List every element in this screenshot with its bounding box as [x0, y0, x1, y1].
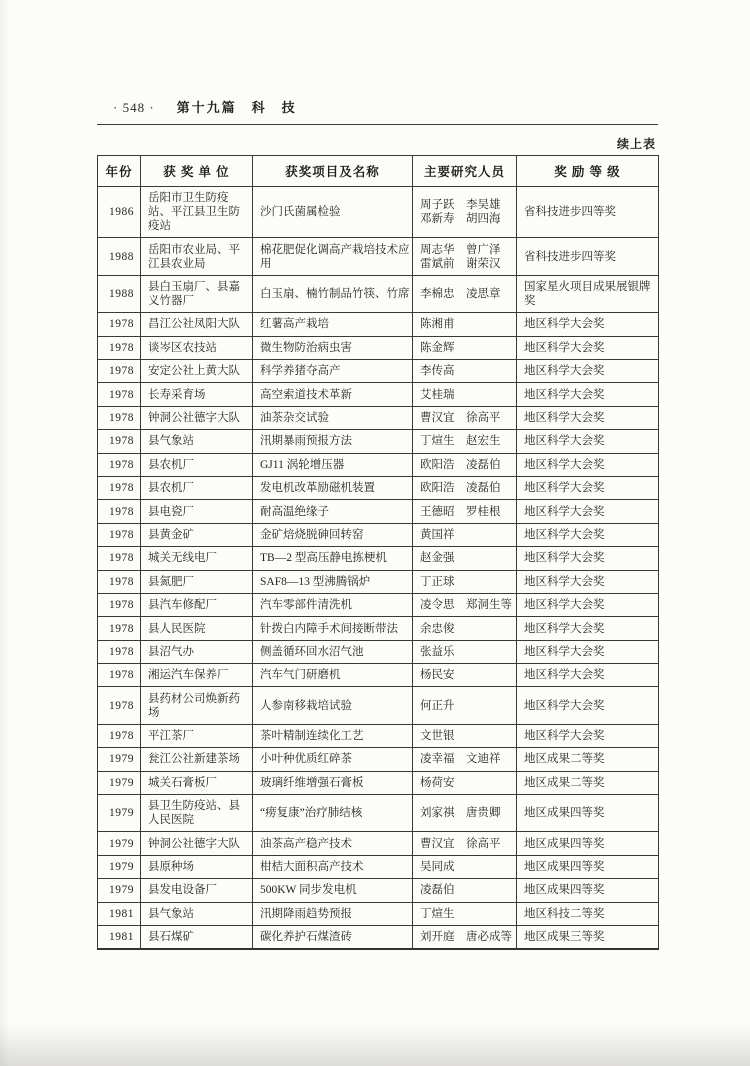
- researchers-cell: 曹汉宜 徐高平: [413, 832, 517, 855]
- unit-cell: 岳阳市农业局、平江县农业局: [141, 238, 253, 275]
- year-cell: 1978: [98, 593, 141, 616]
- year-cell: 1986: [98, 187, 141, 238]
- unit-cell: 昌江公社凤阳大队: [141, 313, 253, 336]
- year-cell: 1978: [98, 570, 141, 593]
- project-cell: 汽车气门研磨机: [253, 664, 413, 687]
- unit-cell: 安定公社上黄大队: [141, 360, 253, 383]
- year-cell: 1979: [98, 879, 141, 902]
- award-level-cell: 地区成果二等奖: [517, 771, 659, 794]
- section-title: 第十九篇 科 技: [176, 100, 297, 115]
- year-cell: 1988: [98, 275, 141, 312]
- table-row: [98, 832, 659, 855]
- award-level-cell: 省科技进步四等奖: [517, 238, 659, 275]
- scan-shadow-bottom: [0, 1024, 750, 1066]
- project-cell: 发电机改革励磁机装置: [253, 476, 413, 499]
- year-cell: 1981: [98, 926, 141, 950]
- award-level-cell: 地区科学大会奖: [517, 664, 659, 687]
- year-cell: 1979: [98, 855, 141, 878]
- year-cell: 1979: [98, 771, 141, 794]
- project-cell: 红薯高产栽培: [253, 313, 413, 336]
- year-cell: 1978: [98, 664, 141, 687]
- page-content: [97, 97, 658, 950]
- researchers-cell: 周志华 曾广泽 雷斌前 谢荣汉: [413, 238, 517, 275]
- table-row: [98, 664, 659, 687]
- table-row: [98, 547, 659, 570]
- table-row: [98, 275, 659, 312]
- award-level-cell: 地区科学大会奖: [517, 547, 659, 570]
- researchers-cell: 赵金强: [413, 547, 517, 570]
- table-row: [98, 879, 659, 902]
- col-header-year: 年份: [98, 156, 141, 187]
- table-row: [98, 187, 659, 238]
- unit-cell: 县黄金矿: [141, 523, 253, 546]
- award-level-cell: 地区科学大会奖: [517, 406, 659, 429]
- researchers-cell: 周子跃 李吴雄 邓新寿 胡四海: [413, 187, 517, 238]
- unit-cell: 县汽车修配厂: [141, 593, 253, 616]
- header-rule: [97, 124, 658, 125]
- award-level-cell: 地区成果四等奖: [517, 795, 659, 832]
- unit-cell: 县石煤矿: [141, 926, 253, 950]
- year-cell: 1978: [98, 687, 141, 724]
- unit-cell: 城关石膏板厂: [141, 771, 253, 794]
- award-level-cell: 地区科学大会奖: [517, 313, 659, 336]
- researchers-cell: 欧阳浩 凌磊伯: [413, 476, 517, 499]
- year-cell: 1978: [98, 617, 141, 640]
- award-level-cell: 地区科学大会奖: [517, 617, 659, 640]
- researchers-cell: 陈湘甫: [413, 313, 517, 336]
- page-header: [97, 97, 658, 116]
- unit-cell: 县人民医院: [141, 617, 253, 640]
- unit-cell: 县白玉扇厂、县嘉义竹器厂: [141, 275, 253, 312]
- researchers-cell: 李棉忠 凌思章: [413, 275, 517, 312]
- project-cell: 棉花肥促化调高产栽培技术应用: [253, 238, 413, 275]
- unit-cell: 县气象站: [141, 902, 253, 925]
- table-row: [98, 500, 659, 523]
- project-cell: 小叶种优质红碎茶: [253, 748, 413, 771]
- table-row: [98, 336, 659, 359]
- project-cell: 科学养猪夺高产: [253, 360, 413, 383]
- year-cell: 1988: [98, 238, 141, 275]
- unit-cell: 钟洞公社德字大队: [141, 832, 253, 855]
- researchers-cell: 刘开庭 唐必成等: [413, 926, 517, 950]
- researchers-cell: 黄国祥: [413, 523, 517, 546]
- researchers-cell: 欧阳浩 凌磊伯: [413, 453, 517, 476]
- award-level-cell: 地区科学大会奖: [517, 570, 659, 593]
- year-cell: 1978: [98, 523, 141, 546]
- award-level-cell: 地区科学大会奖: [517, 453, 659, 476]
- unit-cell: 县沼气办: [141, 640, 253, 663]
- researchers-cell: 凌磊伯: [413, 879, 517, 902]
- project-cell: 高空索道技术革新: [253, 383, 413, 406]
- award-level-cell: 地区科学大会奖: [517, 500, 659, 523]
- researchers-cell: 凌令思 郑洞生等: [413, 593, 517, 616]
- unit-cell: 县发电设备厂: [141, 879, 253, 902]
- project-cell: 金矿焙烧脱砷回转窑: [253, 523, 413, 546]
- year-cell: 1978: [98, 430, 141, 453]
- year-cell: 1979: [98, 795, 141, 832]
- year-cell: 1979: [98, 832, 141, 855]
- year-cell: 1978: [98, 336, 141, 359]
- table-row: [98, 855, 659, 878]
- unit-cell: 县气象站: [141, 430, 253, 453]
- award-level-cell: 地区成果二等奖: [517, 748, 659, 771]
- table-row: [98, 771, 659, 794]
- award-level-cell: 地区科学大会奖: [517, 687, 659, 724]
- unit-cell: 瓮江公社新建茶场: [141, 748, 253, 771]
- table-row: [98, 406, 659, 429]
- project-cell: 白玉扇、楠竹制品竹筷、竹席: [253, 275, 413, 312]
- table-row: [98, 313, 659, 336]
- award-level-cell: 省科技进步四等奖: [517, 187, 659, 238]
- researchers-cell: 杨荷安: [413, 771, 517, 794]
- project-cell: SAF8—13 型沸腾锅炉: [253, 570, 413, 593]
- year-cell: 1981: [98, 902, 141, 925]
- researchers-cell: 杨民安: [413, 664, 517, 687]
- researchers-cell: 余忠俊: [413, 617, 517, 640]
- year-cell: 1978: [98, 406, 141, 429]
- project-cell: 油茶高产稳产技术: [253, 832, 413, 855]
- award-level-cell: 地区成果四等奖: [517, 832, 659, 855]
- award-level-cell: 地区科学大会奖: [517, 336, 659, 359]
- col-header-unit: 获 奖 单 位: [141, 156, 253, 187]
- table-row: [98, 238, 659, 275]
- table-row: [98, 687, 659, 724]
- table-row: [98, 383, 659, 406]
- researchers-cell: 李传高: [413, 360, 517, 383]
- project-cell: “痨复康”治疗肺结核: [253, 795, 413, 832]
- award-level-cell: 地区科学大会奖: [517, 593, 659, 616]
- project-cell: 汛期暴雨预报方法: [253, 430, 413, 453]
- award-level-cell: 地区成果四等奖: [517, 855, 659, 878]
- table-row: [98, 640, 659, 663]
- year-cell: 1978: [98, 476, 141, 499]
- unit-cell: 平江茶厂: [141, 724, 253, 747]
- project-cell: 油茶杂交试验: [253, 406, 413, 429]
- award-level-cell: 地区科学大会奖: [517, 640, 659, 663]
- year-cell: 1978: [98, 453, 141, 476]
- researchers-cell: 陈金辉: [413, 336, 517, 359]
- award-level-cell: 地区科学大会奖: [517, 383, 659, 406]
- table-continuation-note: 续上表: [616, 137, 656, 151]
- project-cell: 沙门氏菌属检验: [253, 187, 413, 238]
- project-cell: 碳化养护石煤渣砖: [253, 926, 413, 950]
- table-row: [98, 617, 659, 640]
- awards-table-head: [98, 156, 659, 187]
- page-number: · 548 ·: [113, 100, 155, 115]
- table-row: [98, 902, 659, 925]
- researchers-cell: 文世银: [413, 724, 517, 747]
- researchers-cell: 吴同成: [413, 855, 517, 878]
- award-level-cell: 地区成果四等奖: [517, 879, 659, 902]
- awards-table: [97, 155, 659, 950]
- award-level-cell: 地区科学大会奖: [517, 523, 659, 546]
- researchers-cell: 艾桂瑞: [413, 383, 517, 406]
- year-cell: 1978: [98, 724, 141, 747]
- table-row: [98, 748, 659, 771]
- project-cell: TB—2 型高压静电拣梗机: [253, 547, 413, 570]
- unit-cell: 谈岑区农技站: [141, 336, 253, 359]
- researchers-cell: 丁煊生 赵宏生: [413, 430, 517, 453]
- project-cell: 茶叶精制连续化工艺: [253, 724, 413, 747]
- award-level-cell: 地区科学大会奖: [517, 360, 659, 383]
- col-header-award-level: 奖 励 等 级: [517, 156, 659, 187]
- year-cell: 1978: [98, 383, 141, 406]
- unit-cell: 县农机厂: [141, 453, 253, 476]
- table-row: [98, 476, 659, 499]
- award-level-cell: 国家星火项目成果展银牌奖: [517, 275, 659, 312]
- table-row: [98, 570, 659, 593]
- project-cell: 侧盖循环回水沼气池: [253, 640, 413, 663]
- award-level-cell: 地区科技二等奖: [517, 902, 659, 925]
- project-cell: 汽车零部件清洗机: [253, 593, 413, 616]
- unit-cell: 钟洞公社德字大队: [141, 406, 253, 429]
- researchers-cell: 王德昭 罗桂根: [413, 500, 517, 523]
- project-cell: 人参南移栽培试验: [253, 687, 413, 724]
- award-level-cell: 地区科学大会奖: [517, 724, 659, 747]
- project-cell: 耐高温绝缘子: [253, 500, 413, 523]
- unit-cell: 县原种场: [141, 855, 253, 878]
- year-cell: 1978: [98, 313, 141, 336]
- award-level-cell: 地区成果三等奖: [517, 926, 659, 950]
- unit-cell: 县氮肥厂: [141, 570, 253, 593]
- project-cell: 500KW 同步发电机: [253, 879, 413, 902]
- table-row: [98, 360, 659, 383]
- year-cell: 1978: [98, 547, 141, 570]
- researchers-cell: 刘家祺 唐贵卿: [413, 795, 517, 832]
- researchers-cell: 丁煊生: [413, 902, 517, 925]
- table-row: [98, 593, 659, 616]
- researchers-cell: 何正升: [413, 687, 517, 724]
- unit-cell: 城关无线电厂: [141, 547, 253, 570]
- researchers-cell: 丁正球: [413, 570, 517, 593]
- year-cell: 1978: [98, 500, 141, 523]
- unit-cell: 县药材公司焕新药场: [141, 687, 253, 724]
- project-cell: GJ11 涡轮增压器: [253, 453, 413, 476]
- table-row: [98, 724, 659, 747]
- awards-table-body: [98, 187, 659, 950]
- table-row: [98, 795, 659, 832]
- project-cell: 柑桔大面积高产技术: [253, 855, 413, 878]
- col-header-project: 获奖项目及名称: [253, 156, 413, 187]
- table-row: [98, 453, 659, 476]
- unit-cell: 县卫生防疫站、县人民医院: [141, 795, 253, 832]
- year-cell: 1978: [98, 360, 141, 383]
- table-row: [98, 523, 659, 546]
- award-level-cell: 地区科学大会奖: [517, 476, 659, 499]
- scan-shadow-left: [0, 0, 10, 1066]
- unit-cell: 长寿采育场: [141, 383, 253, 406]
- project-cell: 微生物防治病虫害: [253, 336, 413, 359]
- col-header-researchers: 主要研究人员: [413, 156, 517, 187]
- award-level-cell: 地区科学大会奖: [517, 430, 659, 453]
- project-cell: 玻璃纤维增强石膏板: [253, 771, 413, 794]
- researchers-cell: 曹汉宜 徐高平: [413, 406, 517, 429]
- table-row: [98, 430, 659, 453]
- unit-cell: 岳阳市卫生防疫站、平江县卫生防疫站: [141, 187, 253, 238]
- project-cell: 针拨白内障手术间接断带法: [253, 617, 413, 640]
- researchers-cell: 凌幸福 文迪祥: [413, 748, 517, 771]
- header-row: [98, 156, 659, 187]
- researchers-cell: 张益乐: [413, 640, 517, 663]
- year-cell: 1978: [98, 640, 141, 663]
- unit-cell: 县农机厂: [141, 476, 253, 499]
- unit-cell: 湘运汽车保养厂: [141, 664, 253, 687]
- project-cell: 汛期降雨趋势预报: [253, 902, 413, 925]
- year-cell: 1979: [98, 748, 141, 771]
- unit-cell: 县电瓷厂: [141, 500, 253, 523]
- table-row: [98, 926, 659, 950]
